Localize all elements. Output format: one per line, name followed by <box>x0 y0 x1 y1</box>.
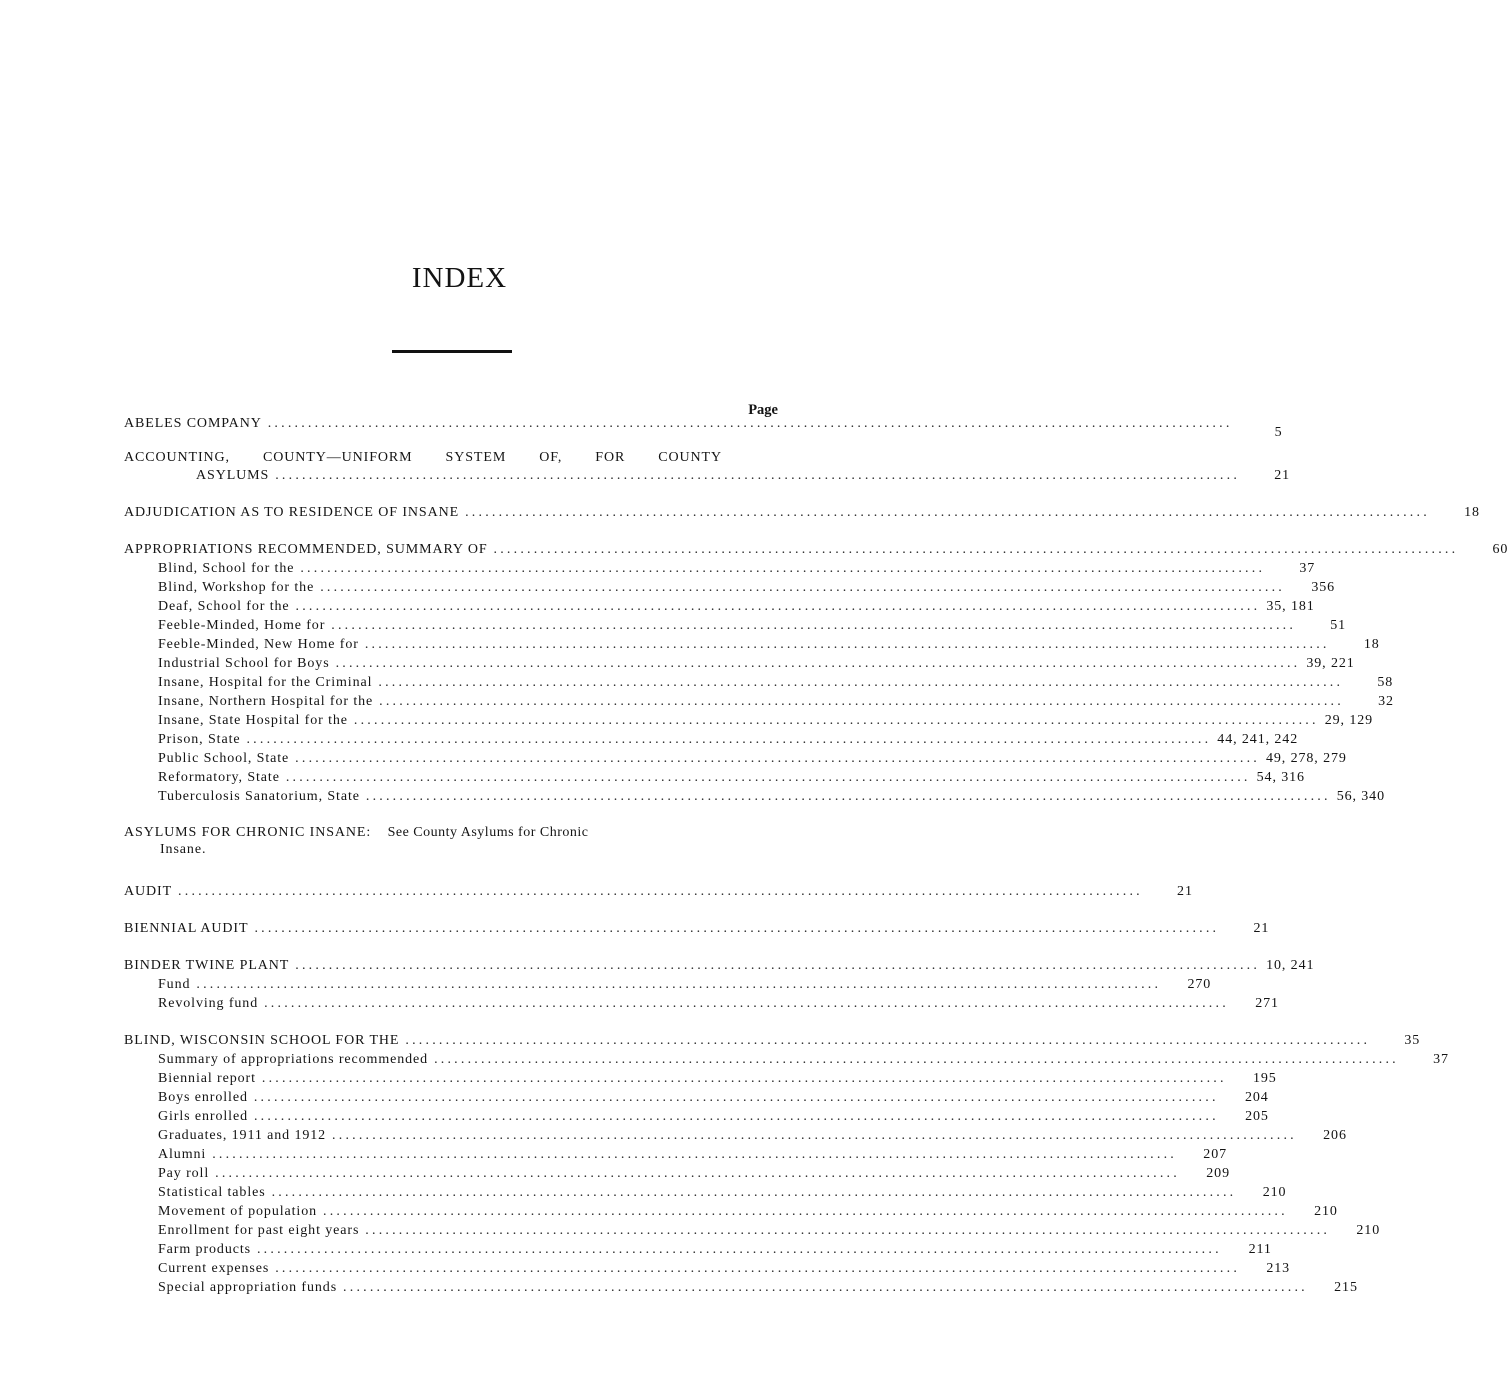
entry-label: BLIND, WISCONSIN SCHOOL FOR THE <box>124 1033 400 1048</box>
sub-entry-label: Alumni <box>158 1147 207 1162</box>
entry-page: 21 <box>1253 921 1270 936</box>
sub-entry-label: Blind, Workshop for the <box>158 580 315 595</box>
sub-entry-page: 37 <box>1299 561 1316 576</box>
dot-leader: ................................................................................................................................................ <box>434 1052 1399 1067</box>
sub-entry-row <box>124 768 1305 787</box>
sub-entry-label: Movement of population <box>158 1204 318 1219</box>
entry-row <box>124 956 1315 975</box>
sub-entry-label: Graduates, 1911 and 1912 <box>158 1128 327 1143</box>
entry-row <box>124 466 1291 485</box>
dot-leader: ................................................................................................................................................ <box>320 580 1286 595</box>
dot-leader: ................................................................................................................................................ <box>493 542 1459 557</box>
sub-entry-page: 35, 181 <box>1266 599 1315 614</box>
sub-entry-row <box>124 1050 1449 1069</box>
sub-entry-row <box>124 1278 1358 1297</box>
sub-entry-page: 32 <box>1378 694 1394 709</box>
dot-leader: ................................................................................................................................................ <box>256 1242 1222 1257</box>
dot-leader: ................................................................................................................................................ <box>335 656 1301 671</box>
sub-entry-row <box>124 1126 1347 1145</box>
sub-entry-row <box>124 597 1315 616</box>
entry-label: ADJUDICATION AS TO RESIDENCE OF INSANE <box>124 505 460 520</box>
dot-leader: ................................................................................................................................................ <box>323 1204 1288 1219</box>
sub-entry-label: Reformatory, State <box>158 770 280 785</box>
sub-entry-label: Revolving fund <box>158 996 259 1011</box>
index-entry <box>124 956 1315 1013</box>
sub-entry-row <box>124 1183 1287 1202</box>
sub-entry-label: Tuberculosis Sanatorium, State <box>158 789 360 804</box>
dot-leader: ................................................................................................................................................ <box>295 958 1261 973</box>
index-entry <box>124 540 1508 806</box>
dot-leader: ................................................................................................................................................ <box>465 505 1430 520</box>
entry-label: ABELES COMPANY <box>124 416 262 431</box>
sub-entry-page: 210 <box>1314 1204 1338 1219</box>
entry-label: ASYLUMS FOR CHRONIC INSANE: <box>124 825 372 840</box>
sub-entry-label: Boys enrolled <box>158 1090 248 1105</box>
sub-entry-row <box>124 1088 1269 1107</box>
entry-label: BIENNIAL AUDIT <box>124 921 249 936</box>
index-entry <box>124 824 776 858</box>
dot-leader: ................................................................................................................................................ <box>300 561 1266 576</box>
sub-entry-label: Feeble-Minded, New Home for <box>158 637 359 652</box>
sub-entry-row <box>124 711 1374 730</box>
dot-leader: ................................................................................................................................................ <box>261 1071 1227 1086</box>
entry-page: 10, 241 <box>1266 958 1315 973</box>
sub-entry-page: 209 <box>1206 1166 1230 1181</box>
entry-label: APPROPRIATIONS RECOMMENDED, SUMMARY OF <box>124 542 488 557</box>
index-entry <box>124 1031 1449 1297</box>
sub-entry-page: 49, 278, 279 <box>1265 751 1347 766</box>
sub-entry-label: Blind, School for the <box>158 561 295 576</box>
dot-leader: ................................................................................................................................................ <box>253 1109 1219 1124</box>
dot-leader: ................................................................................................................................................ <box>271 1185 1237 1200</box>
sub-entry-row <box>124 787 1385 806</box>
sub-entry-page: 210 <box>1262 1185 1287 1200</box>
sub-entry-row <box>124 730 1299 749</box>
dot-leader: ................................................................................................................................................ <box>353 713 1319 728</box>
sub-entry-label: Deaf, School for the <box>158 599 290 614</box>
entry-row <box>124 414 1283 440</box>
sub-entry-row <box>124 559 1316 578</box>
sub-entry-page: 44, 241, 242 <box>1217 732 1299 747</box>
see-reference: See County Asylums for Chronic <box>387 825 589 840</box>
sub-entry-page: 215 <box>1334 1280 1358 1295</box>
sub-entry-label: Biennial report <box>158 1071 256 1086</box>
sub-entry-page: 54, 316 <box>1256 770 1305 785</box>
sub-entry-row <box>124 616 1347 635</box>
dot-leader: ................................................................................................................................................ <box>264 996 1229 1011</box>
sub-entry-label: Insane, Hospital for the Criminal <box>158 675 373 690</box>
sub-entry-row <box>124 578 1336 597</box>
sub-entry-page: 39, 221 <box>1306 656 1355 671</box>
dot-leader: ................................................................................................................................................ <box>196 977 1162 992</box>
sub-entry-row <box>124 749 1347 768</box>
sub-entry-label: Feeble-Minded, Home for <box>158 618 326 633</box>
entry-label: AUDIT <box>124 884 173 899</box>
sub-entry-page: 195 <box>1252 1071 1277 1086</box>
sub-entry-page: 210 <box>1356 1223 1381 1238</box>
cross-reference <box>124 824 776 841</box>
sub-entry-label: Insane, Northern Hospital for the <box>158 694 374 709</box>
entry-row <box>124 540 1508 559</box>
dot-leader: ................................................................................................................................................ <box>215 1166 1180 1181</box>
sub-entry-label: Summary of appropriations recommended <box>158 1052 429 1067</box>
entry-label: BINDER TWINE PLANT <box>124 958 290 973</box>
sub-entry-row <box>124 1164 1230 1183</box>
sub-entry-page: 356 <box>1311 580 1336 595</box>
dot-leader: ................................................................................................................................................ <box>246 732 1212 747</box>
sub-entry-page: 207 <box>1203 1147 1227 1162</box>
entry-row <box>124 1031 1421 1050</box>
dot-leader: ................................................................................................................................................ <box>405 1033 1371 1048</box>
dot-leader: ................................................................................................................................................ <box>364 637 1330 652</box>
dot-leader: ................................................................................................................................................ <box>378 675 1344 690</box>
sub-entry-label: Insane, State Hospital for the <box>158 713 348 728</box>
sub-entry-row <box>124 975 1212 994</box>
sub-entry-page: 206 <box>1323 1128 1347 1143</box>
dot-leader: ................................................................................................................................................ <box>267 416 1233 431</box>
sub-entry-page: 271 <box>1255 996 1279 1011</box>
dot-leader: ................................................................................................................................................ <box>365 1223 1331 1238</box>
entry-page: 21 <box>1274 468 1291 483</box>
sub-entry-page: 29, 129 <box>1324 713 1374 728</box>
sub-entry-row <box>124 1069 1277 1088</box>
sub-entry-row <box>124 1145 1227 1164</box>
see-reference-continued: Insane. <box>160 842 207 857</box>
dot-leader: ................................................................................................................................................ <box>332 1128 1297 1143</box>
entry-page: 18 <box>1464 505 1480 520</box>
sub-entry-label: Public School, State <box>158 751 290 766</box>
index-entry <box>124 882 1193 901</box>
dot-leader: ................................................................................................................................................ <box>254 921 1220 936</box>
sub-entry-label: Pay roll <box>158 1166 210 1181</box>
sub-entry-row <box>124 1221 1381 1240</box>
sub-entry-label: Current expenses <box>158 1261 270 1276</box>
sub-entry-row <box>124 1107 1269 1126</box>
sub-entry-label: Statistical tables <box>158 1185 266 1200</box>
dot-leader: ................................................................................................................................................ <box>253 1090 1219 1105</box>
entry-label-continued: ASYLUMS <box>196 468 270 483</box>
sub-entry-page: 213 <box>1266 1261 1291 1276</box>
dot-leader: ................................................................................................................................................ <box>343 1280 1308 1295</box>
entry-label: ACCOUNTING, COUNTY—UNIFORM SYSTEM OF, FOR COUNTY <box>124 450 722 465</box>
dot-leader: ................................................................................................................................................ <box>212 1147 1177 1162</box>
sub-entry-label: Girls enrolled <box>158 1109 248 1124</box>
sub-entry-page: 18 <box>1363 637 1380 652</box>
entry-row <box>124 503 1480 522</box>
dot-leader: ................................................................................................................................................ <box>285 770 1251 785</box>
sub-entry-row <box>124 994 1279 1013</box>
sub-entry-page: 56, 340 <box>1336 789 1385 804</box>
dot-leader: ................................................................................................................................................ <box>295 751 1260 766</box>
dot-leader: ................................................................................................................................................ <box>295 599 1261 614</box>
sub-entry-page: 270 <box>1187 977 1212 992</box>
index-entry <box>124 414 1283 440</box>
page-column-header: Page <box>748 402 778 418</box>
dot-leader: ................................................................................................................................................ <box>379 694 1344 709</box>
sub-entry-page: 37 <box>1433 1052 1449 1067</box>
sub-entry-row <box>124 1259 1291 1278</box>
sub-entry-label: Industrial School for Boys <box>158 656 330 671</box>
dot-leader: ................................................................................................................................................ <box>178 884 1143 899</box>
dot-leader: ................................................................................................................................................ <box>331 618 1297 633</box>
sub-entry-page: 211 <box>1248 1242 1272 1257</box>
entry-row <box>124 882 1193 901</box>
sub-entry-label: Fund <box>158 977 191 992</box>
entry-page: 21 <box>1177 884 1193 899</box>
sub-entry-label: Prison, State <box>158 732 241 747</box>
sub-entry-page: 51 <box>1330 618 1347 633</box>
sub-entry-row <box>124 673 1394 692</box>
title-rule <box>392 350 512 353</box>
dot-leader: ................................................................................................................................................ <box>365 789 1331 804</box>
entry-page: 5 <box>1274 425 1283 440</box>
sub-entry-label: Farm products <box>158 1242 251 1257</box>
index-entry <box>124 449 1291 485</box>
entry-page: 60 <box>1492 542 1508 557</box>
sub-entry-page: 204 <box>1244 1090 1269 1105</box>
sub-entry-label: Special appropriation funds <box>158 1280 338 1295</box>
dot-leader: ................................................................................................................................................ <box>275 1261 1241 1276</box>
page-title: INDEX <box>411 262 508 294</box>
entry-row <box>124 919 1270 938</box>
sub-entry-page: 58 <box>1377 675 1394 690</box>
entry-page: 35 <box>1404 1033 1421 1048</box>
index-entry <box>124 919 1270 938</box>
sub-entry-row <box>124 635 1380 654</box>
sub-entry-label: Enrollment for past eight years <box>158 1223 360 1238</box>
sub-entry-row <box>124 692 1394 711</box>
sub-entry-page: 205 <box>1245 1109 1269 1124</box>
index-entry <box>124 503 1480 522</box>
sub-entry-row <box>124 654 1355 673</box>
sub-entry-row <box>124 1202 1338 1221</box>
sub-entry-row <box>124 1240 1272 1259</box>
dot-leader: ................................................................................................................................................ <box>275 468 1241 483</box>
